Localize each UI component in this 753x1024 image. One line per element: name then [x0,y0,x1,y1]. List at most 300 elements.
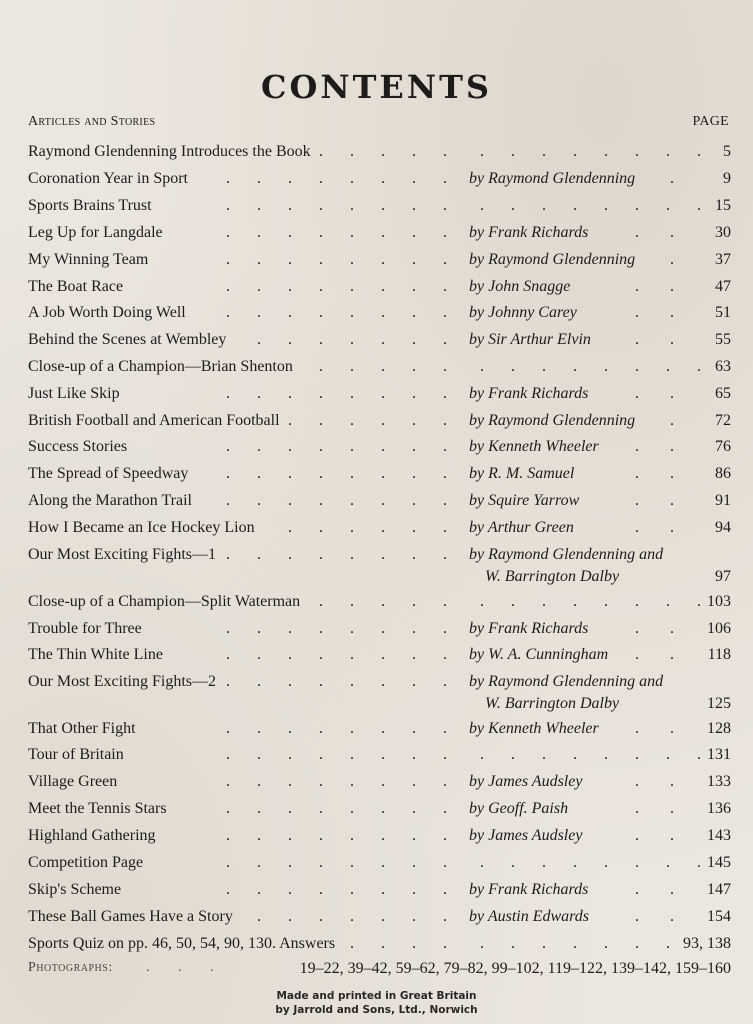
leader-dot: . [670,224,674,241]
leader-dot: . [635,278,639,295]
toc-row [28,907,731,933]
leader-dot: . [573,197,577,214]
leader-dot: . [319,331,323,348]
leader-dot: . [511,197,515,214]
leader-dot: . [604,358,608,375]
leader-dot: . [226,881,230,898]
leader-dot: . [288,304,292,321]
toc-title: Highland Gathering [28,827,156,844]
leader-dot: . [350,546,354,563]
toc-row [28,250,731,276]
leader-dot: . [381,646,385,663]
photographs-row [28,960,731,982]
leader-dot: . [635,385,639,402]
toc-page-number: 55 [715,331,731,348]
leader-dot: . [381,827,385,844]
toc-author: by Raymond Glendenning [469,251,636,268]
toc-row [28,934,731,960]
leader-dot: . [257,546,261,563]
leader-dot: . [697,143,701,160]
toc-row [28,518,731,544]
leader-dot: . [350,620,354,637]
leader-dot: . [350,251,354,268]
leader-dot: . [670,908,674,925]
leader-dot: . [226,385,230,402]
leader-dot: . [319,519,323,536]
leader-dot: . [350,881,354,898]
leader-dot: . [443,224,447,241]
leader-dot: . [412,197,416,214]
page-title: CONTENTS [261,68,492,106]
leader-dot: . [635,773,639,790]
leader-dot: . [319,465,323,482]
leader-dot: . [443,492,447,509]
toc-row [28,799,731,825]
leader-dot: . [443,331,447,348]
leader-dot: . [412,827,416,844]
toc-author: by Squire Yarrow [469,492,580,509]
leader-dot: . [381,800,385,817]
leader-dot: . [350,438,354,455]
leader-dot: . [381,438,385,455]
toc-row [28,645,731,671]
toc-title: Trouble for Three [28,620,142,637]
leader-dot: . [381,224,385,241]
leader-dot: . [288,170,292,187]
leader-dot: . [412,646,416,663]
leader-dot: . [635,358,639,375]
leader-dot: . [350,908,354,925]
leader-dot: . [443,358,447,375]
leader-dot: . [443,720,447,737]
leader-dot: . [670,331,674,348]
toc-page-number: 133 [707,773,731,790]
leader-dot: . [573,935,577,952]
leader-dot: . [350,800,354,817]
leader-dot: . [257,746,261,763]
leader-dot: . [350,358,354,375]
imprint-line-2: by Jarrold and Sons, Ltd., Norwich [275,1004,478,1016]
toc-row [28,880,731,906]
leader-dot: . [381,773,385,790]
leader-dot: . [511,143,515,160]
leader-dot: . [257,278,261,295]
leader-dot: . [635,438,639,455]
toc-page-number: 143 [707,827,731,844]
leader-dot: . [257,197,261,214]
leader-dot: . [443,746,447,763]
leader-dot: . [542,143,546,160]
leader-dot: . [573,143,577,160]
toc-row [28,545,731,585]
toc-title: Coronation Year in Sport [28,170,188,187]
leader-dot: . [288,519,292,536]
toc-page-number: 94 [715,519,731,536]
leader-dot: . [226,720,230,737]
toc-title: Village Green [28,773,118,790]
leader-dot: . [319,827,323,844]
toc-page-number: 72 [715,412,731,429]
leader-dot: . [666,197,670,214]
toc-author: by Frank Richards [469,620,589,637]
toc-author: by Geoff. Paish [469,800,569,817]
toc-title: How I Became an Ice Hockey Lion [28,519,255,536]
leader-dot: . [319,385,323,402]
leader-dot: . [511,358,515,375]
leader-dot: . [350,224,354,241]
leader-dot: . [257,620,261,637]
toc-author: by Arthur Green [469,519,574,536]
toc-row [28,303,731,329]
leader-dot: . [288,854,292,871]
leader-dot: . [412,224,416,241]
leader-dot: . [480,197,484,214]
leader-dot: . [319,224,323,241]
leader-dot: . [443,385,447,402]
leader-dot: . [443,438,447,455]
leader-dot: . [288,465,292,482]
toc-page-number: 125 [707,695,731,712]
leader-dot: . [350,720,354,737]
leader-dot: . [257,465,261,482]
leader-dot: . [257,251,261,268]
toc-page-number: 5 [723,143,731,160]
leader-dot: . [443,170,447,187]
leader-dot: . [635,304,639,321]
leader-dot: . [350,412,354,429]
leader-dot: . [381,492,385,509]
leader-dot: . [288,438,292,455]
leader-dot: . [511,935,515,952]
leader-dot: . [604,746,608,763]
leader-dot: . [381,358,385,375]
leader-dot: . [226,673,230,690]
leader-dot: . [443,800,447,817]
leader-dot: . [350,935,354,952]
leader-dot: . [670,412,674,429]
leader-dot: . [542,935,546,952]
leader-dot: . [350,331,354,348]
photographs-pages: 19–22, 39–42, 59–62, 79–82, 99–102, 119–122, 139–142, 159–160 [299,960,731,977]
leader-dot: . [670,519,674,536]
page-column-heading: PAGE [692,114,729,129]
leader-dot: . [412,935,416,952]
leader-dot: . [226,746,230,763]
toc-author: by John Snagge [469,278,571,295]
leader-dot: . [350,854,354,871]
toc-author: by Raymond Glendenning [469,412,636,429]
leader-dot: . [226,304,230,321]
toc-title: Sports Brains Trust [28,197,152,214]
leader-dot: . [412,304,416,321]
leader-dot: . [666,593,670,610]
leader-dot: . [381,143,385,160]
leader-dot: . [480,358,484,375]
toc-author: by W. A. Cunningham [469,646,609,663]
toc-title: My Winning Team [28,251,149,268]
leader-dot: . [511,854,515,871]
toc-author: by James Audsley [469,827,583,844]
toc-row [28,223,731,249]
toc-page-number: 93, 138 [683,935,731,952]
leader-dot: . [412,438,416,455]
leader-dot: . [635,143,639,160]
leader-dot: . [350,385,354,402]
leader-dot: . [443,143,447,160]
leader-dot: . [381,673,385,690]
leader-dot: . [257,492,261,509]
leader-dot: . [257,385,261,402]
leader-dot: . [697,593,701,610]
leader-dot: . [350,197,354,214]
toc-author: by Raymond Glendenning and [469,673,664,690]
leader-dot: . [697,746,701,763]
toc-page-number: 103 [707,593,731,610]
leader-dot: . [635,331,639,348]
leader-dot: . [542,746,546,763]
leader-dot: . [226,854,230,871]
toc-title: Skip's Scheme [28,881,122,898]
leader-dot: . [257,720,261,737]
leader-dot: . [288,827,292,844]
leader-dot: . [257,304,261,321]
leader-dot: . [288,746,292,763]
toc-title: These Ball Games Have a Story [28,908,233,925]
leader-dot: . [412,773,416,790]
photographs-label: Photographs: [28,960,113,975]
toc-page-number: 47 [715,278,731,295]
toc-title: The Boat Race [28,278,124,295]
leader-dot: . [412,251,416,268]
leader-dot: . [381,331,385,348]
toc-page-number: 37 [715,251,731,268]
leader-dot: . [288,331,292,348]
leader-dot: . [412,908,416,925]
leader-dot: . [350,827,354,844]
leader-dot: . [319,854,323,871]
leader-dot: . [226,827,230,844]
leader-dot: . [443,620,447,637]
leader-dot: . [319,412,323,429]
toc-title: Competition Page [28,854,144,871]
leader-dot: . [635,519,639,536]
leader-dot: . [480,746,484,763]
leader-dot: . [257,773,261,790]
leader-dot: . [381,170,385,187]
leader-dot: . [288,720,292,737]
leader-dot: . [635,620,639,637]
leader-dot: . [670,385,674,402]
leader-dot: . [381,197,385,214]
toc-page-number: 147 [707,881,731,898]
toc-row [28,672,731,712]
toc-author-line-2: W. Barrington Dalby [485,568,620,585]
toc-page-number: 118 [707,646,731,663]
leader-dot: . [350,465,354,482]
leader-dot: . [257,881,261,898]
leader-dot: . [381,385,385,402]
toc-page-number: 154 [707,908,731,925]
leader-dot: . [319,546,323,563]
leader-dot: . [319,438,323,455]
leader-dot: . [288,385,292,402]
leader-dot: . [670,251,674,268]
toc-author: by Sir Arthur Elvin [469,331,591,348]
leader-dot: . [670,800,674,817]
leader-dot: . [670,465,674,482]
toc-row [28,142,731,168]
leader-dot: . [226,465,230,482]
toc-row [28,745,731,771]
toc-row [28,772,731,798]
toc-author: by Kenneth Wheeler [469,438,599,455]
toc-title: That Other Fight [28,720,136,737]
leader-dot: . [412,385,416,402]
leader-dot: . [319,773,323,790]
leader-dot: . [381,465,385,482]
toc-row [28,277,731,303]
leader-dot: . [443,278,447,295]
leader-dot: . [257,827,261,844]
leader-dot: . [443,519,447,536]
leader-dot: . [542,593,546,610]
toc-author: by Frank Richards [469,881,589,898]
leader-dot: . [635,881,639,898]
leader-dot: . [381,251,385,268]
leader-dot: . [480,935,484,952]
leader-dot: . [381,908,385,925]
leader-dot: . [443,546,447,563]
leader-dot: . [635,720,639,737]
toc-row [28,357,731,383]
leader-dot: . [412,170,416,187]
leader-dot: . [319,358,323,375]
leader-dot: . [381,278,385,295]
leader-dot: . [257,224,261,241]
toc-title: The Spread of Speedway [28,465,189,482]
leader-dot: . [288,646,292,663]
leader-dot: . [670,492,674,509]
articles-heading: Articles and Stories [28,114,156,129]
toc-author: by Raymond Glendenning and [469,546,664,563]
leader-dot: . [319,620,323,637]
leader-dot: . [288,800,292,817]
toc-title: Our Most Exciting Fights—2 [28,673,217,690]
leader-dot: . [257,908,261,925]
leader-dot: . [412,620,416,637]
leader-dot: . [288,773,292,790]
leader-dot: . [381,881,385,898]
leader-dot: . [226,224,230,241]
leader-dot: . [319,881,323,898]
leader-dot: . [288,881,292,898]
leader-dot: . [670,304,674,321]
leader-dot: . [319,304,323,321]
toc-author: by Austin Edwards [469,908,590,925]
toc-page-number: 51 [715,304,731,321]
toc-author-line-2: W. Barrington Dalby [485,695,620,712]
leader-dot: . [412,278,416,295]
leader-dot: . [666,935,670,952]
leader-dot: . [288,224,292,241]
leader-dot: . [542,854,546,871]
toc-author: by Johnny Carey [469,304,577,321]
toc-page-number: 9 [723,170,731,187]
leader-dot: . [666,358,670,375]
leader-dot: . [412,465,416,482]
leader-dot: . [670,720,674,737]
leader-dot: . [573,854,577,871]
leader-dot: . [670,881,674,898]
toc-row [28,491,731,517]
leader-dot: . [226,800,230,817]
leader-dot: . [226,438,230,455]
leader-dot: . [635,593,639,610]
leader-dot: . [604,854,608,871]
leader-dot: . [443,908,447,925]
leader-dot: . [697,854,701,871]
toc-row [28,464,731,490]
toc-page-number: 76 [715,438,731,455]
leader-dot: . [257,646,261,663]
leader-dot: . [226,546,230,563]
leader-dot: . [288,197,292,214]
leader-dot: . [288,908,292,925]
leader-dot: . [573,746,577,763]
leader-dot: . [319,646,323,663]
leader-dot: . [635,646,639,663]
leader-dot: . [319,720,323,737]
leader-dot: . [443,197,447,214]
leader-dot: . [412,881,416,898]
leader-dot: . [670,773,674,790]
toc-page-number: 106 [707,620,731,637]
leader-dot: . [511,746,515,763]
leader-dot: . [412,673,416,690]
toc-row [28,592,731,618]
leader-dot: . [288,412,292,429]
leader-dot: . [443,646,447,663]
photographs-leader: . . . [146,960,214,975]
toc-row [28,719,731,745]
toc-page-number: 65 [715,385,731,402]
leader-dot: . [319,492,323,509]
leader-dot: . [635,492,639,509]
toc-page-number: 97 [715,568,731,585]
leader-dot: . [226,773,230,790]
leader-dot: . [511,593,515,610]
leader-dot: . [670,438,674,455]
leader-dot: . [635,465,639,482]
leader-dot: . [670,620,674,637]
leader-dot: . [350,773,354,790]
toc-title: Close-up of a Champion—Split Waterman [28,593,301,610]
leader-dot: . [257,673,261,690]
toc-title: Meet the Tennis Stars [28,800,167,817]
leader-dot: . [226,492,230,509]
leader-dot: . [443,673,447,690]
leader-dot: . [443,935,447,952]
toc-row [28,437,731,463]
leader-dot: . [443,593,447,610]
leader-dot: . [381,620,385,637]
leader-dot: . [381,304,385,321]
leader-dot: . [288,278,292,295]
leader-dot: . [257,331,261,348]
leader-dot: . [319,593,323,610]
leader-dot: . [319,278,323,295]
toc-title: Success Stories [28,438,128,455]
